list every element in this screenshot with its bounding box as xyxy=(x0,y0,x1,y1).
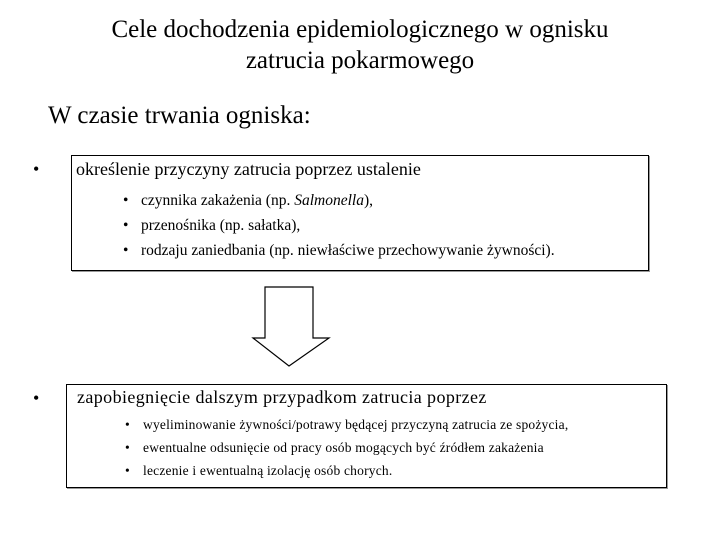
list-bullet: • xyxy=(125,463,130,478)
section2-box xyxy=(66,384,667,488)
list-item: • leczenie i ewentualną izolację osób chorych. xyxy=(125,459,568,482)
page-title xyxy=(0,14,720,76)
title-line-1: Cele dochodzenia epidemiologicznego w ognisku xyxy=(111,16,609,43)
list-item: • wyeliminowanie żywności/potrawy będącej przyczyną zatrucia ze spożycia, xyxy=(125,413,568,436)
section2-list xyxy=(125,413,568,482)
list-bullet: • xyxy=(125,440,130,455)
section1-bullet: • xyxy=(33,159,40,179)
list-bullet: • xyxy=(123,192,129,209)
list-item: • rodzaju zaniedbania (np. niewłaściwe przechowywanie żywności). xyxy=(123,238,555,263)
list-bullet: • xyxy=(125,417,130,432)
section1-heading: określenie przyczyny zatrucia poprzez ustalenie xyxy=(76,159,421,179)
subheading: W czasie trwania ogniska: xyxy=(48,102,311,129)
title-line-2: zatrucia pokarmowego xyxy=(245,47,475,74)
section2-bullet: • xyxy=(33,388,40,408)
list-item: • ewentualne odsunięcie od pracy osób mogących być źródłem zakażenia xyxy=(125,436,568,459)
list-item: • przenośnika (np. sałatka), xyxy=(123,213,555,238)
list-bullet: • xyxy=(123,217,129,234)
list-item: • czynnika zakażenia (np. Salmonella), xyxy=(123,188,555,213)
section2-heading: zapobiegnięcie dalszym przypadkom zatrucia poprzez xyxy=(77,387,487,407)
list-bullet: • xyxy=(123,242,129,259)
section1-list xyxy=(123,188,555,263)
section1-box xyxy=(71,155,649,271)
down-arrow-icon xyxy=(251,286,331,368)
